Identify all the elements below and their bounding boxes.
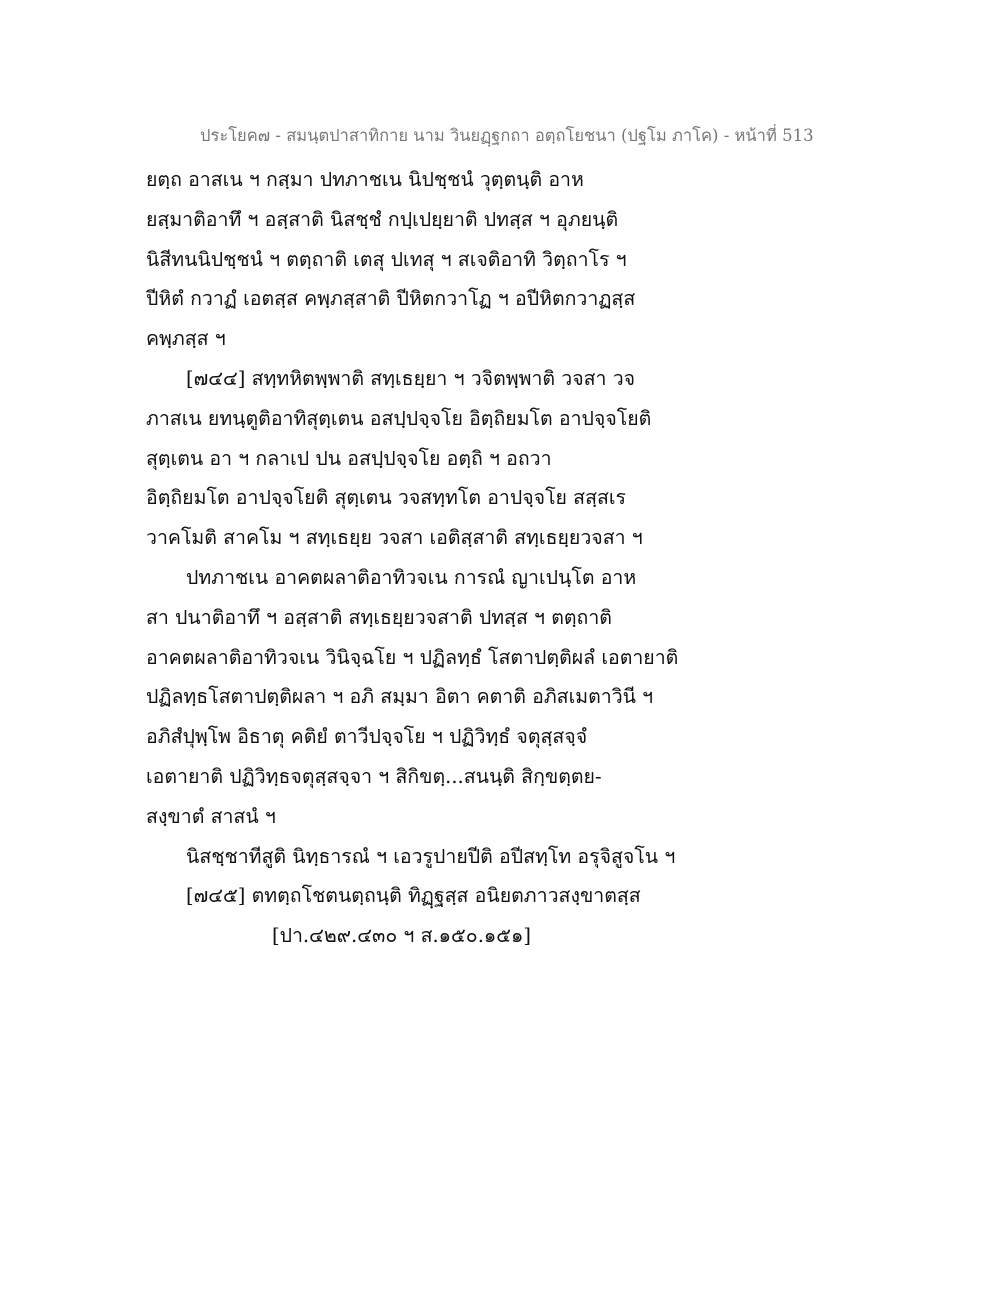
text-line: ปฏิลทฺธโสตาปตฺติผลา ฯ อภิ สมฺมา อิตา คตาติ อภิสเมตาวินี ฯ	[146, 685, 654, 709]
text-line: อภิสํปุพฺโพ อิธาตุ คติยํ ตาวีปจฺจโย ฯ ปฏิวิทฺธํ จตุสฺสจฺจํ	[146, 725, 588, 749]
paragraph-start-744: [๗๔๔] สทฺทหิตพฺพาติ สทฺเธยฺยา ฯ วจิตพฺพาติ วจสา วจ	[186, 366, 636, 390]
text-line: ปีหิตํ กวาฏํ เอตสฺส คพฺภสฺสาติ ปีหิตกวาโฏ ฯ อปีหิตกวาฏสฺส	[146, 287, 636, 311]
text-line: ยตฺถ อาสเน ฯ กสฺมา ปทภาชเน นิปชฺชนํ วุตฺตนฺติ อาห	[146, 168, 584, 191]
paragraph-start: นิสชฺชาทีสูติ นิทฺธารณํ ฯ เอวรูปายปีติ อปีสทฺโท อรุจิสูจโน ฯ	[186, 844, 676, 868]
paragraph-start-745: [๗๔๕] ตทตฺถโชตนตฺถนฺติ ทิฏฺฐสฺส อนิยตภาวสงฺขาตสฺส	[186, 884, 641, 908]
body-text	[146, 160, 686, 956]
page-header: ประโยค๗ - สมนฺตปาสาทิกาย นาม วินยฏฺฐกถา อตฺถโยชนา (ปฐโม ภาโค) - หน้าที่ 513	[200, 126, 814, 145]
text-line: เอตายาติ ปฏิวิทฺธจตุสฺสจฺจา ฯ สิกิขตฺ...สนนฺติ สิกฺขตฺตย-	[146, 764, 602, 788]
text-line: อาคตผลาติอาทิวจเน วินิจฺฉโย ฯ ปฏิลทฺธํ โสตาปตฺติผลํ เอตายาติ	[146, 645, 679, 669]
text-line: คพฺภสฺส ฯ	[146, 327, 226, 351]
text-line: ภาสเน ยทนฺตูติอาทิสุตฺเตน อสปฺปจฺจโย อิตฺถิยมโต อาปจฺจโยติ	[146, 406, 652, 430]
text-line: สา ปนาติอาทึ ฯ อสฺสาติ สทฺเธยฺยวจสาติ ปทสฺส ฯ ตตฺถาติ	[146, 605, 612, 629]
text-line: อิตฺถิยมโต อาปจฺจโยติ สุตฺเตน วจสทฺทโต อาปจฺจโย สสฺสเร	[146, 486, 627, 510]
text-line: สุตฺเตน อา ฯ กลาเป ปน อสปฺปจฺจโย อตฺถิ ฯ อถวา	[146, 446, 552, 470]
text-line: ยสฺมาติอาทึ ฯ อสฺสาติ นิสชฺชํ กปฺเปยฺยาติ ปทสฺส ฯ อุภยนฺติ	[146, 207, 619, 231]
text-line: สงฺขาตํ สาสนํ ฯ	[146, 804, 276, 828]
reference-line: [ปา.๔๒๙.๔๓๐ ฯ ส.๑๕๐.๑๕๑]	[272, 924, 532, 948]
paragraph-start: ปทภาชเน อาคตผลาติอาทิวจเน การณํ ญาเปนฺโต อาห	[186, 565, 637, 589]
text-line: นิสีทนนิปชฺชนํ ฯ ตตฺถาติ เตสุ ปเทสุ ฯ สเจติอาทิ วิตฺถาโร ฯ	[146, 247, 627, 271]
text-line: วาคโมติ สาคโม ฯ สทฺเธยฺย วจสา เอติสฺสาติ สทฺเธยฺยวจสา ฯ	[146, 526, 643, 550]
